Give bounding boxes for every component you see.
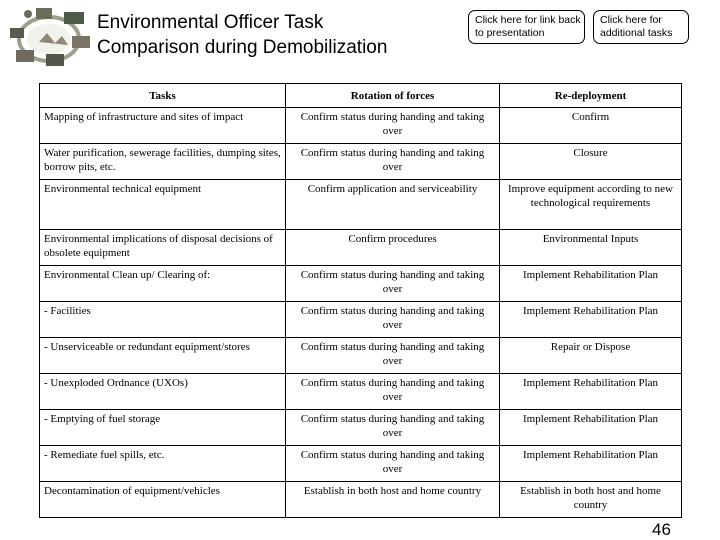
task-comparison-table	[39, 83, 682, 518]
column-header-redeployment: Re-deployment	[500, 84, 682, 108]
table-row	[40, 338, 682, 374]
rotation-cell: Confirm status during handing and taking over	[286, 446, 500, 482]
redeployment-cell: Repair or Dispose	[500, 338, 682, 374]
table-row	[40, 144, 682, 180]
task-cell: - Facilities	[40, 302, 286, 338]
task-cell: Environmental technical equipment	[40, 180, 286, 230]
redeployment-cell: Environmental Inputs	[500, 230, 682, 266]
rotation-cell: Confirm application and serviceability	[286, 180, 500, 230]
task-cell: - Remediate fuel spills, etc.	[40, 446, 286, 482]
back-to-presentation-button[interactable]: Click here for link back to presentation	[468, 10, 585, 44]
table-row	[40, 410, 682, 446]
table-row	[40, 108, 682, 144]
redeployment-cell: Implement Rehabilitation Plan	[500, 410, 682, 446]
title-line-2: Comparison during Demobilization	[97, 37, 388, 58]
rotation-cell: Confirm status during handing and taking over	[286, 374, 500, 410]
task-cell: Decontamination of equipment/vehicles	[40, 482, 286, 518]
table-row	[40, 266, 682, 302]
table-row	[40, 482, 682, 518]
rotation-cell: Confirm procedures	[286, 230, 500, 266]
rotation-cell: Establish in both host and home country	[286, 482, 500, 518]
rotation-cell: Confirm status during handing and taking over	[286, 144, 500, 180]
redeployment-cell: Implement Rehabilitation Plan	[500, 266, 682, 302]
task-cell: Environmental implications of disposal decisions of obsolete equipment	[40, 230, 286, 266]
rotation-cell: Confirm status during handing and taking over	[286, 108, 500, 144]
task-cell: - Unserviceable or redundant equipment/stores	[40, 338, 286, 374]
task-cell: - Unexploded Ordnance (UXOs)	[40, 374, 286, 410]
table-row	[40, 446, 682, 482]
task-cell: Water purification, sewerage facilities, dumping sites, borrow pits, etc.	[40, 144, 286, 180]
redeployment-cell: Confirm	[500, 108, 682, 144]
redeployment-cell: Establish in both host and home country	[500, 482, 682, 518]
redeployment-cell: Implement Rehabilitation Plan	[500, 302, 682, 338]
table-row	[40, 374, 682, 410]
column-header-rotation: Rotation of forces	[286, 84, 500, 108]
page-title	[97, 10, 457, 60]
rotation-cell: Confirm status during handing and taking over	[286, 410, 500, 446]
redeployment-cell: Improve equipment according to new technological requirements	[500, 180, 682, 230]
table-row	[40, 180, 682, 230]
task-cell: Mapping of infrastructure and sites of impact	[40, 108, 286, 144]
additional-tasks-button[interactable]: Click here for additional tasks	[593, 10, 689, 44]
table-header-row	[40, 84, 682, 108]
redeployment-cell: Closure	[500, 144, 682, 180]
column-header-tasks: Tasks	[40, 84, 286, 108]
task-cell: Environmental Clean up/ Clearing of:	[40, 266, 286, 302]
table-row	[40, 302, 682, 338]
collage-logo-icon	[6, 6, 92, 68]
redeployment-cell: Implement Rehabilitation Plan	[500, 374, 682, 410]
rotation-cell: Confirm status during handing and taking over	[286, 266, 500, 302]
table-row	[40, 230, 682, 266]
rotation-cell: Confirm status during handing and taking over	[286, 302, 500, 338]
task-cell: - Emptying of fuel storage	[40, 410, 286, 446]
redeployment-cell: Implement Rehabilitation Plan	[500, 446, 682, 482]
page-number: 46	[652, 520, 671, 539]
rotation-cell: Confirm status during handing and taking over	[286, 338, 500, 374]
title-line-1: Environmental Officer Task	[97, 12, 324, 33]
